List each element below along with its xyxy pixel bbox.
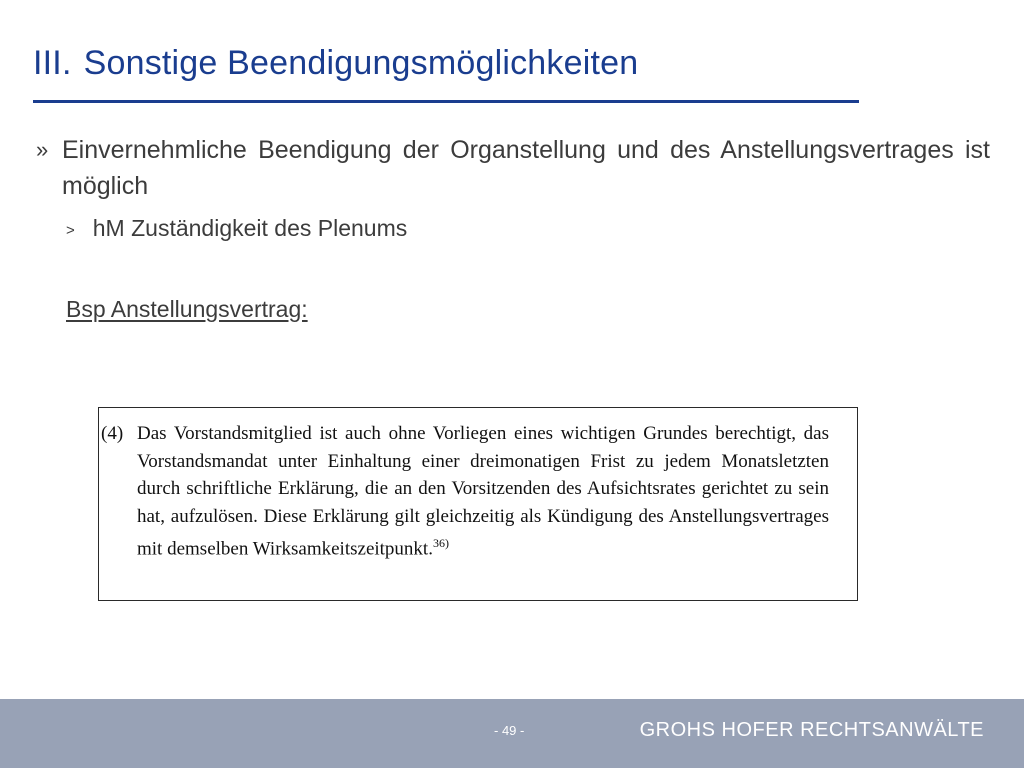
firm-logo-text: GROHS HOFER RECHTSANWÄLTE (639, 719, 984, 741)
excerpt-paragraph (99, 420, 839, 563)
example-label: Bsp Anstellungsvertrag: (66, 296, 308, 322)
title-underline (33, 100, 859, 103)
title-number: III. (33, 44, 72, 82)
scanned-contract-excerpt (98, 407, 858, 601)
bullet-marker-level1: » (36, 137, 49, 162)
paragraph-body (137, 420, 829, 563)
bullet-text: Einvernehmliche Beendigung der Organstellung und des Anstellungsvertrages ist möglich (62, 136, 990, 200)
bullet-marker-level2: > (66, 222, 75, 239)
paragraph-text: Das Vorstandsmitglied ist auch ohne Vorliegen eines wichtigen Grundes berechtigt, das Vorstandsmandat unter Einhaltung einer dreimonatigen Frist zu jedem Monatsletzten durch schriftliche Erklärung, die an den Vorsitzenden des Aufsichtsrates gerichtet zu sein hat, aufzulösen. Diese Erklärung gilt gleichzeitig als Kündigung des Anstellungsvertrages mit demselben Wirksamkeitszeitpunkt. (137, 423, 829, 560)
bullet-item-level1 (36, 132, 990, 204)
slide-title (33, 44, 638, 83)
paragraph-number: (4) (101, 423, 124, 444)
bullet-item-level2 (66, 213, 407, 246)
page-number: - 49 - (494, 723, 525, 738)
bullet-text: hM Zuständigkeit des Plenums (92, 215, 408, 241)
title-text: Sonstige Beendigungsmöglichkeiten (83, 44, 639, 82)
footnote-reference: 36) (432, 536, 449, 550)
footer-bar (0, 699, 1024, 768)
